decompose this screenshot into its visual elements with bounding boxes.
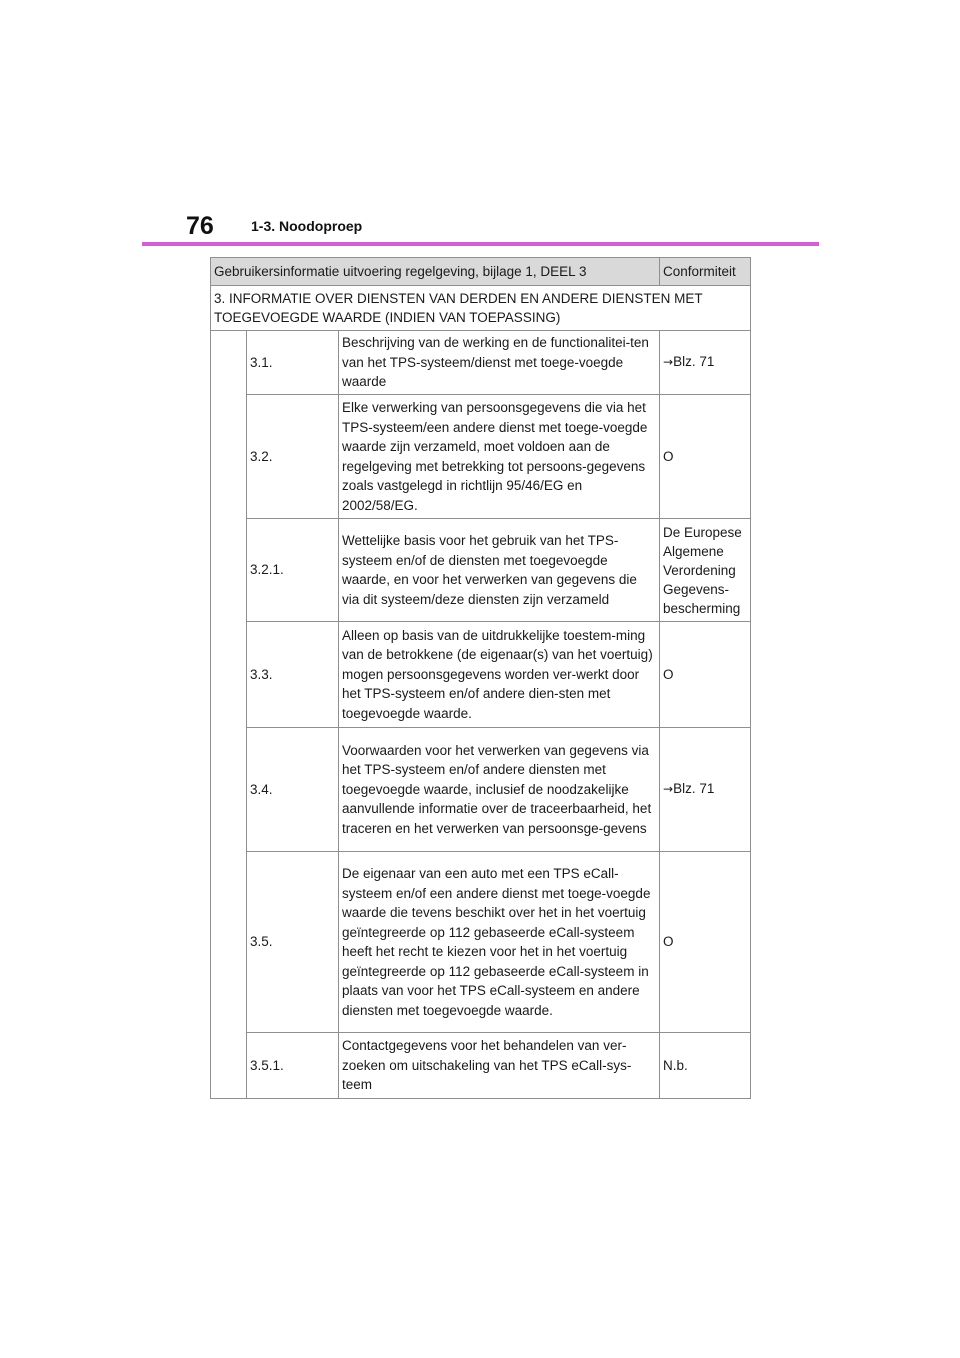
section-title: 1-3. Noodoproep: [251, 218, 363, 234]
row-conformity: N.b.: [660, 1033, 751, 1099]
row-description: Contactgegevens voor het behandelen van ver-zoeken om uitschakeling van het TPS eCall-sys-teem: [339, 1033, 660, 1099]
table-row: [211, 519, 751, 622]
table-row: [211, 331, 751, 395]
row-description: Elke verwerking van persoonsgegevens die via het TPS-systeem/een andere dienst met toege-voegde waarde zijn verzameld, moet voldoen aan de regelgeving met betrekking tot persoons-gegevens zoals vastgelegd in richtlijn 95/46/EG en 2002/58/EG.: [339, 395, 660, 519]
table-row: [211, 622, 751, 728]
page-reference: Blz. 71: [673, 781, 715, 797]
row-conformity: [660, 728, 751, 852]
table-row: [211, 728, 751, 852]
arrow-right-icon: →: [663, 355, 674, 370]
row-description: Beschrijving van de werking en de functionalitei-ten van het TPS-systeem/dienst met toege-voegde waarde: [339, 331, 660, 395]
row-description: De eigenaar van een auto met een TPS eCall-systeem en/of een andere dienst met toege-voegde waarde die tevens beschikt over het in het voertuig geïntegreerde op 112 gebaseerde eCall-systeem heeft het recht te kiezen voor het in het voertuig geïntegreerde op 112 gebaseerde eCall-systeem in plaats van voor het TPS eCall-systeem en andere diensten met toegevoegde waarde.: [339, 852, 660, 1033]
row-number: 3.2.: [247, 395, 339, 519]
row-number: 3.4.: [247, 728, 339, 852]
row-description: Wettelijke basis voor het gebruik van het TPS-systeem en/of de diensten met toegevoegde waarde, en voor het verwerken van gegevens die via dit systeem/deze diensten zijn verzameld: [339, 519, 660, 622]
row-number: 3.1.: [247, 331, 339, 395]
conformity-table: [210, 257, 751, 1099]
section-heading: 3. INFORMATIE OVER DIENSTEN VAN DERDEN EN ANDERE DIENSTEN MET TOEGEVOEGDE WAARDE (INDIEN VAN TOEPASSING): [211, 286, 751, 331]
row-conformity: De Europese Algemene Verordening Gegevens-bescherming: [660, 519, 751, 622]
row-conformity: O: [660, 622, 751, 728]
row-number: 3.2.1.: [247, 519, 339, 622]
table-row: [211, 395, 751, 519]
arrow-right-icon: →: [663, 782, 674, 797]
row-conformity: O: [660, 395, 751, 519]
row-description: Alleen op basis van de uitdrukkelijke toestem-ming van de betrokkene (de eigenaar(s) van het voertuig) mogen persoonsgegevens worden ver-werkt door het TPS-systeem en/of andere dien-sten met toegevoegde waarde.: [339, 622, 660, 728]
table-row: [211, 852, 751, 1033]
page-reference: Blz. 71: [673, 354, 715, 370]
column-header-info: Gebruikersinformatie uitvoering regelgeving, bijlage 1, DEEL 3: [211, 258, 660, 286]
row-number: 3.3.: [247, 622, 339, 728]
header-divider: [142, 242, 819, 246]
section-row: [211, 286, 751, 331]
column-header-conformity: Conformiteit: [660, 258, 751, 286]
row-number: 3.5.1.: [247, 1033, 339, 1099]
row-conformity: O: [660, 852, 751, 1033]
row-number: 3.5.: [247, 852, 339, 1033]
page-number: 76: [186, 212, 214, 240]
table-row: [211, 1033, 751, 1099]
table-header-row: [211, 258, 751, 286]
row-description: Voorwaarden voor het verwerken van gegevens via het TPS-systeem en/of andere diensten met toegevoegde waarde, inclusief de noodzakelijke aanvullende informatie over de traceerbaarheid, het traceren en het verwerken van persoonsge-gevens: [339, 728, 660, 852]
indent-cell: [211, 331, 247, 1099]
row-conformity: [660, 331, 751, 395]
